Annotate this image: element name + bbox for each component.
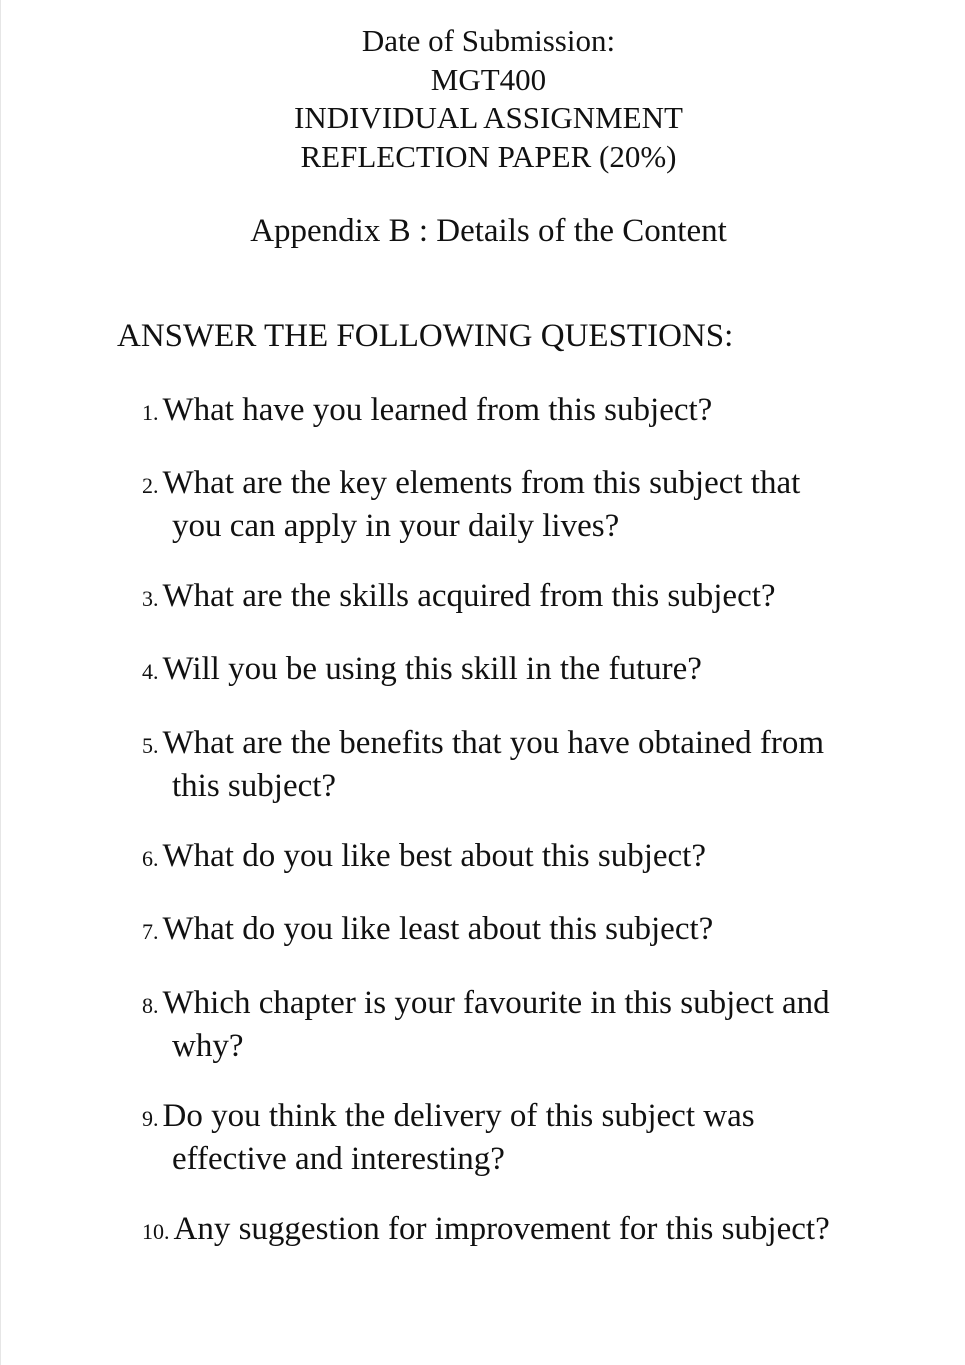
question-item: [142, 909, 862, 952]
question-number: 7.: [142, 919, 159, 944]
paper-title: REFLECTION PAPER (20%): [300, 139, 677, 174]
question-item: [142, 463, 862, 546]
question-number: 6.: [142, 846, 159, 871]
course-code: MGT400: [430, 62, 547, 97]
question-item: [142, 576, 862, 619]
question-number: 8.: [142, 993, 159, 1018]
question-item: [142, 649, 862, 692]
question-text: What are the key elements from this subject that: [162, 465, 801, 501]
question-item: [142, 836, 862, 879]
question-item: [142, 1209, 862, 1252]
assignment-type: INDIVIDUAL ASSIGNMENT: [294, 100, 683, 135]
question-text: What are the skills acquired from this subject?: [162, 578, 776, 614]
question-item: [142, 983, 862, 1066]
question-text: What are the benefits that you have obtained from: [162, 725, 825, 761]
question-item: [142, 1096, 862, 1179]
question-text-continued: you can apply in your daily lives?: [172, 508, 620, 544]
question-text: What have you learned from this subject?: [162, 392, 713, 428]
question-text-continued: effective and interesting?: [172, 1141, 505, 1177]
question-text-continued: why?: [172, 1028, 244, 1064]
question-number: 1.: [142, 400, 159, 425]
question-number: 10.: [142, 1219, 170, 1244]
appendix-title: Appendix B : Details of the Content: [250, 213, 727, 249]
question-text: Do you think the delivery of this subject was: [162, 1098, 755, 1134]
instruction-heading: ANSWER THE FOLLOWING QUESTIONS:: [117, 318, 734, 354]
question-number: 5.: [142, 733, 159, 758]
question-text: Any suggestion for improvement for this subject?: [173, 1211, 830, 1247]
question-number: 4.: [142, 659, 159, 684]
question-text: What do you like best about this subject?: [162, 838, 706, 874]
question-number: 9.: [142, 1106, 159, 1131]
question-item: [142, 390, 862, 433]
date-of-submission-label: Date of Submission:: [361, 23, 616, 58]
question-text: Will you be using this skill in the future?: [162, 651, 702, 687]
question-text: What do you like least about this subject?: [162, 911, 714, 947]
question-number: 2.: [142, 473, 159, 498]
question-number: 3.: [142, 586, 159, 611]
question-text-continued: this subject?: [172, 768, 337, 804]
question-text: Which chapter is your favourite in this subject and: [162, 985, 830, 1021]
question-item: [142, 723, 862, 806]
